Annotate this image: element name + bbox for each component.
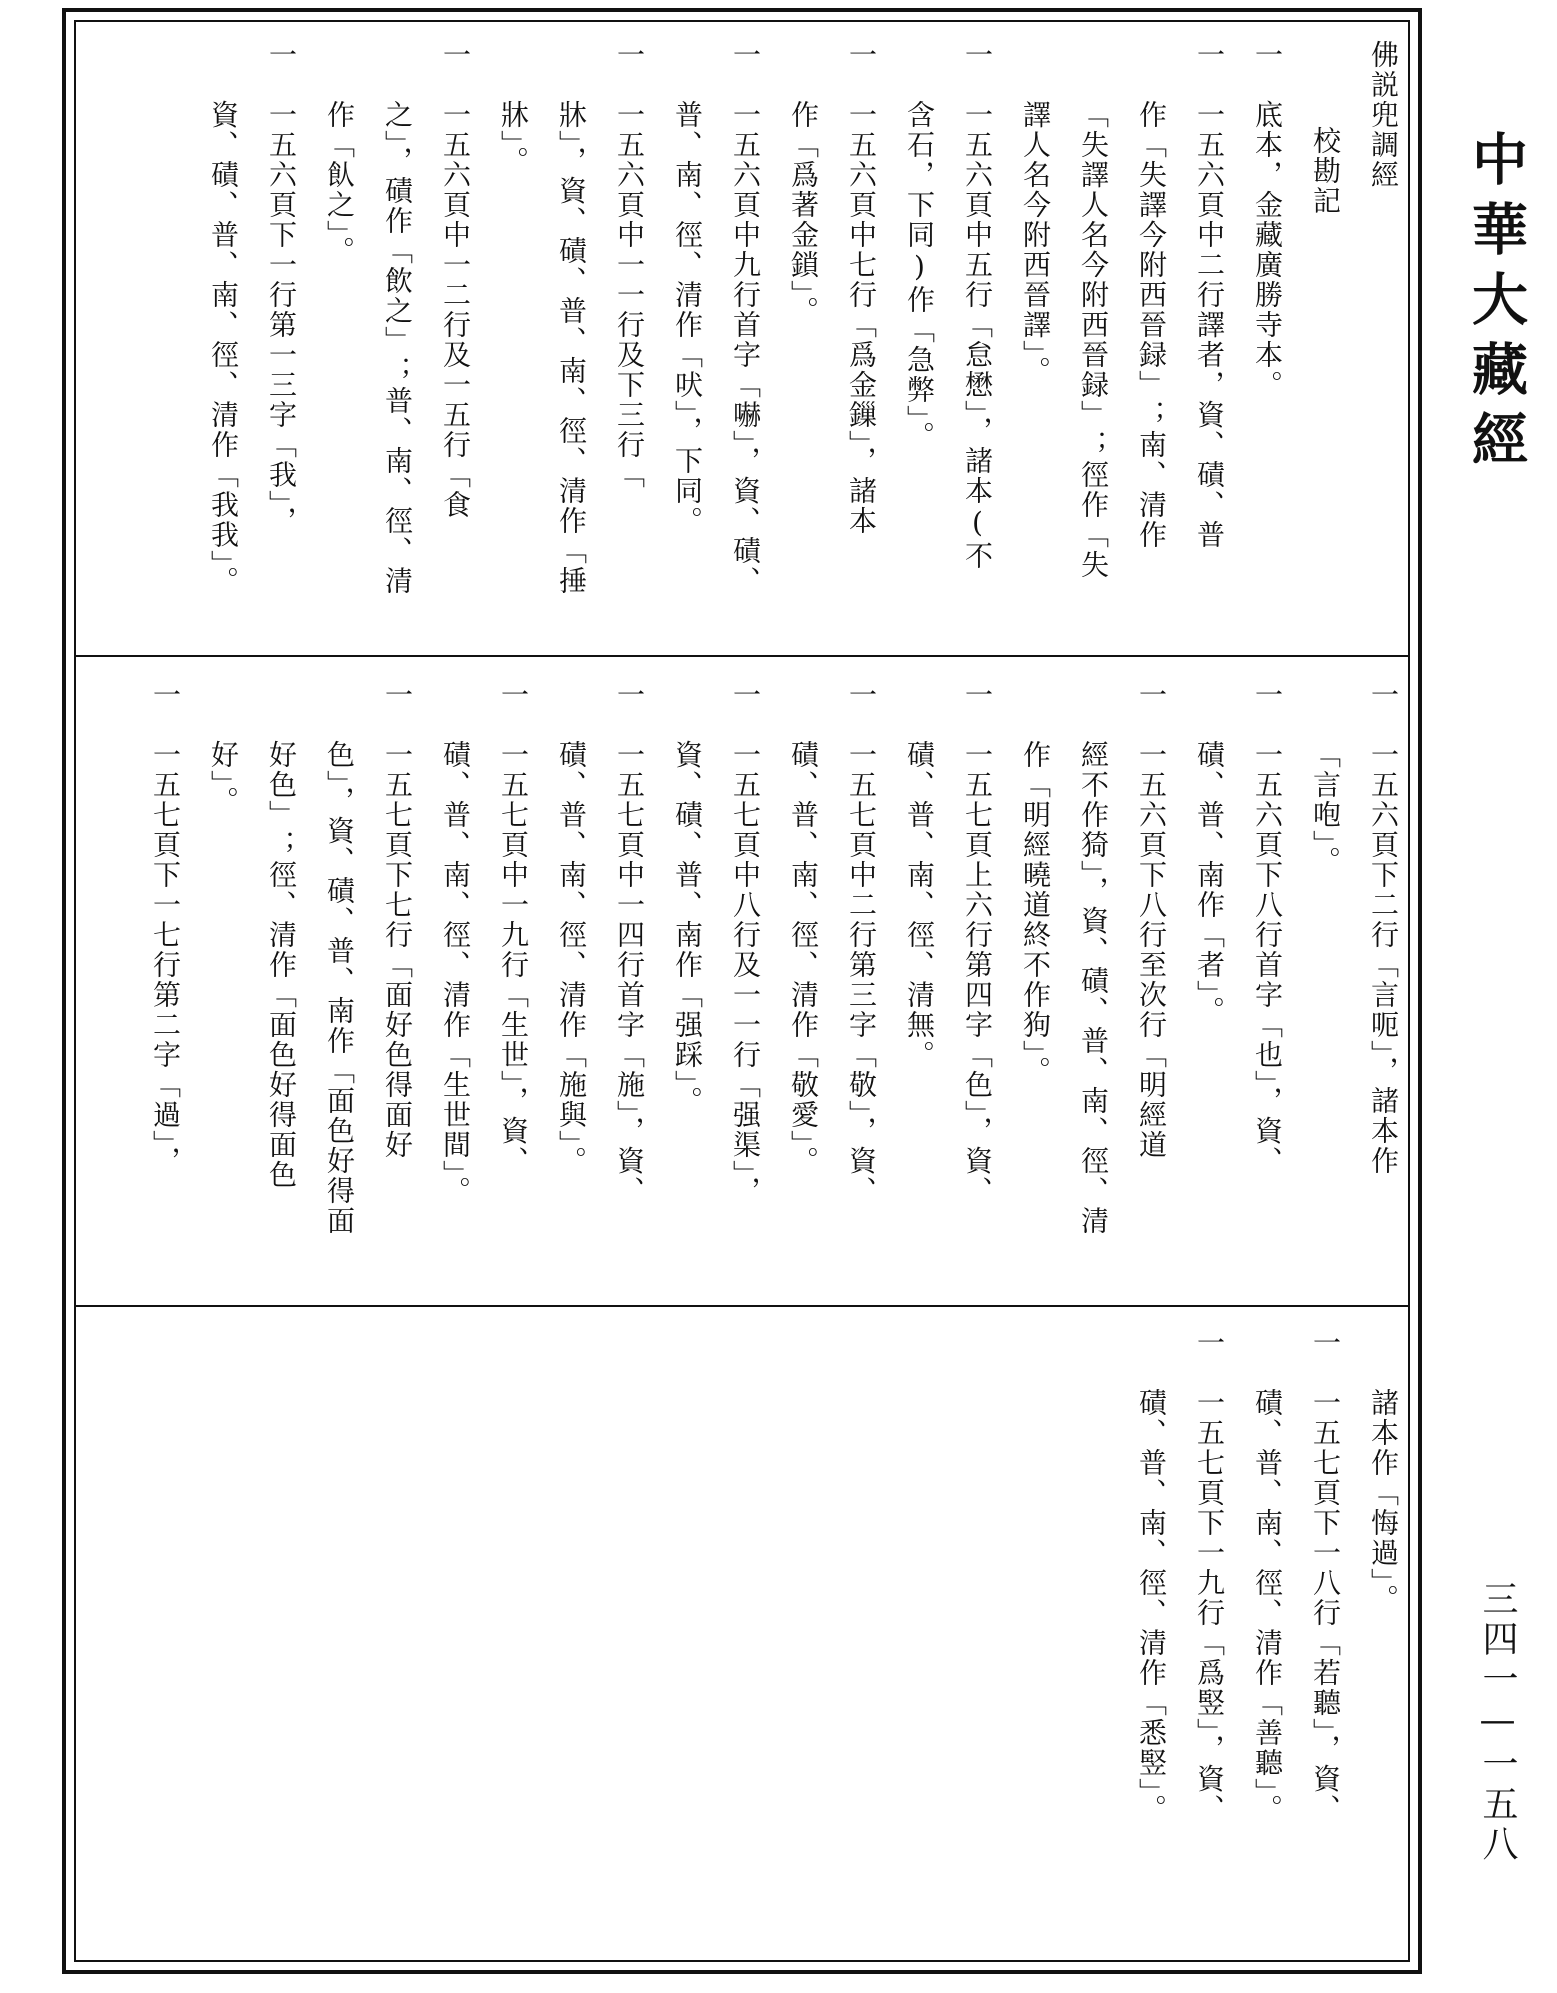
note-column (608, 40, 666, 640)
note-line: 譯人名今附西晉譯」。 (1019, 100, 1052, 386)
note-line: 「言咆」。 (1309, 740, 1342, 876)
note-line: 磧、普、南、徑、清無。 (903, 740, 936, 1070)
note-column (1304, 1328, 1362, 1938)
subheading-column (1304, 40, 1362, 640)
note-column (1246, 680, 1304, 1290)
page-number: 三四一—一五八 (1477, 1580, 1518, 1865)
note-column (1188, 40, 1246, 640)
note-line: 一 一五六頁下二行「言呃」，諸本作 (1367, 680, 1400, 1176)
note-line: 一 一五六頁下八行首字「也」，資、 (1251, 680, 1284, 1176)
section-divider-upper (74, 655, 1410, 657)
note-column (666, 680, 724, 1290)
note-line: 一 一五七頁中二行第三字「敬」，資、 (845, 680, 878, 1206)
note-column (376, 40, 434, 640)
book-title: 中華大藏經 (1463, 130, 1528, 480)
note-column (260, 680, 318, 1290)
note-line: 一 底本，金藏廣勝寺本。 (1251, 40, 1284, 400)
note-line: 普、南、徑、清作「吠」，下同。 (671, 100, 704, 536)
note-column (202, 680, 260, 1290)
note-line: 牀」。 (497, 100, 530, 176)
note-line: 一 一五七頁上六行第四字「色」，資、 (961, 680, 994, 1206)
note-line: 之」，磧作「飲之」；普、南、徑、清 (381, 100, 414, 596)
note-column (724, 680, 782, 1290)
note-column (492, 680, 550, 1290)
note-line: 作「飤之」。 (323, 100, 356, 266)
note-column (1130, 40, 1188, 640)
note-column (782, 40, 840, 640)
note-column (1188, 680, 1246, 1290)
note-column (550, 680, 608, 1290)
note-column (1014, 680, 1072, 1290)
panel-upper (90, 40, 1420, 640)
note-line: 一 一五七頁中一九行「生世」，資、 (497, 680, 530, 1176)
note-column (1072, 680, 1130, 1290)
note-column (666, 40, 724, 640)
document-title: 佛説兜調經 (1367, 40, 1400, 190)
panel-middle (90, 680, 1420, 1290)
note-line: 一 一五七頁下七行「面好色得面好 (381, 680, 414, 1160)
note-column (1130, 1328, 1188, 1938)
note-line: 一 一五七頁中一四行首字「施」，資、 (613, 680, 646, 1206)
note-column (1188, 1328, 1246, 1938)
note-line: 一 一五六頁中二行譯者，資、磧、普 (1193, 40, 1226, 550)
note-column (434, 680, 492, 1290)
note-column (550, 40, 608, 640)
note-line: 一 一五七頁下一七行第二字「過」， (149, 680, 182, 1176)
note-line: 一 一五七頁中八行及一一行「强渠」， (729, 680, 762, 1206)
note-column (782, 680, 840, 1290)
note-column (434, 40, 492, 640)
note-line: 一 一五六頁下一行第一三字「我」， (265, 40, 298, 536)
note-line: 作「失譯今附西晉録」；南、清作 (1135, 100, 1168, 550)
note-line: 作「明經曉道終不作狗」。 (1019, 740, 1052, 1086)
note-line: 資、磧、普、南作「强踩」。 (671, 740, 704, 1116)
note-line: 諸本作「悔過」。 (1367, 1388, 1400, 1614)
note-line: 「失譯人名今附西晉録」；徑作「失 (1077, 100, 1110, 580)
note-line: 一 一五六頁下八行至次行「明經道 (1135, 680, 1168, 1160)
note-line: 磧、普、南、徑、清作「善聽」。 (1251, 1388, 1284, 1824)
note-line: 資、磧、普、南、徑、清作「我我」。 (207, 100, 240, 596)
note-column (202, 40, 260, 640)
note-line: 一 一五六頁中七行「爲金鏁」，諸本 (845, 40, 878, 536)
note-column (1072, 40, 1130, 640)
note-column (1014, 40, 1072, 640)
panel-lower (90, 1328, 1420, 1938)
note-column (956, 40, 1014, 640)
note-line: 含石，下同)作「急弊」。 (903, 100, 936, 451)
note-column (1246, 1328, 1304, 1938)
note-column (318, 40, 376, 640)
note-column (260, 40, 318, 640)
note-column (898, 40, 956, 640)
note-line: 作「爲著金鎖」。 (787, 100, 820, 326)
note-line: 一 一五六頁中一二行及一五行「食 (439, 40, 472, 520)
note-column (840, 680, 898, 1290)
note-column (1362, 1328, 1420, 1938)
section-divider-lower (74, 1305, 1410, 1307)
note-line: 好」。 (207, 740, 240, 816)
note-line: 經不作猗」，資、磧、普、南、徑、清 (1077, 740, 1110, 1236)
note-column (724, 40, 782, 640)
note-column (1304, 680, 1362, 1290)
note-line: 一 一五六頁中五行「怠懋」，諸本(不 (961, 40, 994, 571)
note-column (376, 680, 434, 1290)
note-column (1362, 680, 1420, 1290)
note-column (1246, 40, 1304, 640)
note-column (956, 680, 1014, 1290)
heading-column (1362, 40, 1420, 640)
note-line: 磧、普、南作「者」。 (1193, 740, 1226, 1026)
note-line: 一 一五六頁中九行首字「嚇」，資、磧、 (729, 40, 762, 596)
note-line: 磧、普、南、徑、清作「生世間」。 (439, 740, 472, 1206)
note-column (144, 680, 202, 1290)
note-line: 一 一五七頁下一八行「若聽」，資、 (1309, 1328, 1342, 1824)
note-line: 磧、普、南、徑、清作「施與」。 (555, 740, 588, 1176)
note-line: 色」，資、磧、普、南作「面色好得面 (323, 740, 356, 1236)
note-line: 一 一五七頁下一九行「爲竪」，資、 (1193, 1328, 1226, 1824)
note-column (898, 680, 956, 1290)
note-line: 牀」，資、磧、普、南、徑、清作「捶 (555, 100, 588, 596)
note-line: 一 一五六頁中一一行及下三行「 (613, 40, 646, 490)
note-line: 好色」；徑、清作「面色好得面色 (265, 740, 298, 1190)
document-subtitle: 校勘記 (1309, 126, 1342, 216)
note-column (318, 680, 376, 1290)
note-line: 磧、普、南、徑、清作「敬愛」。 (787, 740, 820, 1176)
note-column (840, 40, 898, 640)
note-column (608, 680, 666, 1290)
note-column (492, 40, 550, 640)
note-line: 磧、普、南、徑、清作「悉竪」。 (1135, 1388, 1168, 1824)
note-column (1130, 680, 1188, 1290)
